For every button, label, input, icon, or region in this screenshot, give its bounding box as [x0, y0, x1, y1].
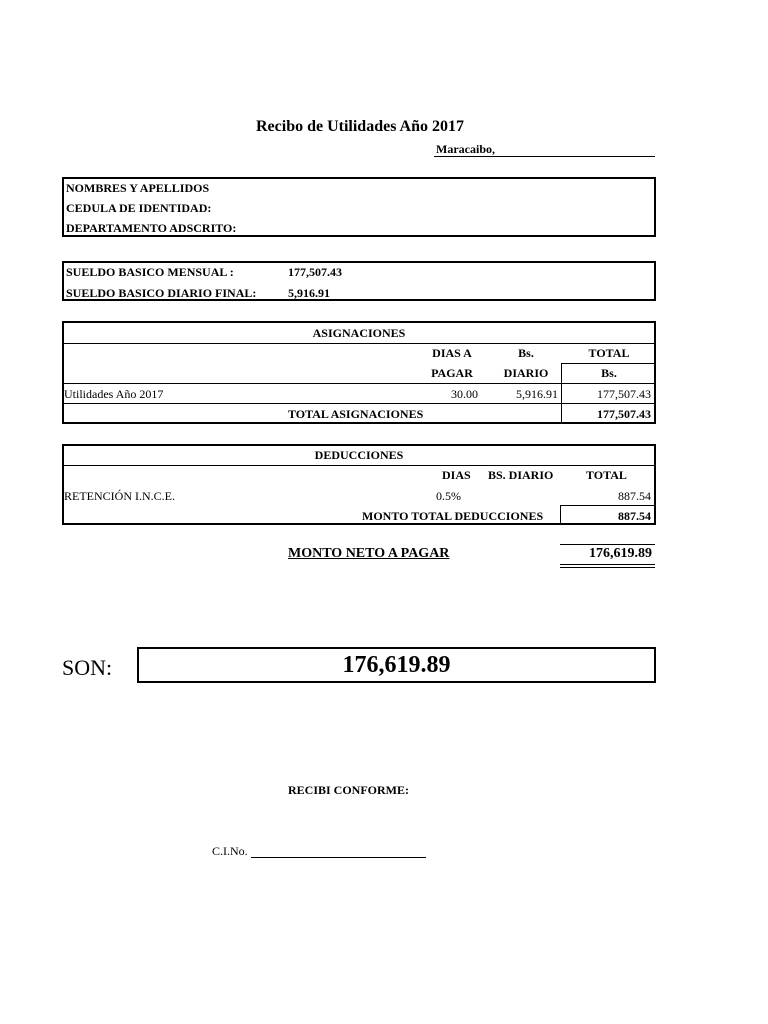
employee-info-box [62, 177, 656, 237]
total-deducciones-label: MONTO TOTAL DEDUCCIONES [362, 509, 544, 523]
total-col-divider [561, 363, 654, 364]
daily-salary-label: SUELDO BASICO DIARIO FINAL: [66, 286, 257, 300]
net-underline-2 [560, 567, 655, 568]
columns-divider [64, 383, 654, 384]
deducciones-header: DEDUCCIONES [314, 448, 404, 462]
col-total-2: Bs. [601, 366, 617, 380]
deducciones-table [62, 444, 656, 525]
col-bs-1: Bs. [518, 346, 534, 360]
total-asignaciones-value: 177,507.43 [597, 407, 651, 421]
col-bs-2: DIARIO [503, 366, 549, 380]
department-label: DEPARTAMENTO ADSCRITO: [66, 221, 237, 235]
total-divider [64, 403, 654, 404]
deduction-row-total: 887.54 [618, 489, 651, 503]
son-box [137, 647, 656, 683]
total-deducciones-cell [560, 505, 654, 523]
date-line [434, 156, 655, 157]
col-days-2: PAGAR [431, 366, 473, 380]
deduction-row-label: RETENCIÓN I.N.C.E. [64, 489, 175, 503]
row-total: 177,507.43 [597, 387, 651, 401]
row-label: Utilidades Año 2017 [64, 387, 164, 401]
col-days: DIAS [442, 468, 471, 482]
deduction-row-pct: 0.5% [436, 489, 461, 503]
page-title: Recibo de Utilidades Año 2017 [255, 118, 464, 135]
monthly-salary-label: SUELDO BASICO MENSUAL : [66, 265, 234, 279]
net-amount-value: 176,619.89 [589, 546, 652, 561]
son-label: SON: [62, 655, 113, 680]
total-asignaciones-label: TOTAL ASIGNACIONES [288, 407, 424, 421]
total-deducciones-value: 887.54 [618, 509, 651, 523]
net-underline-1 [560, 564, 655, 565]
ci-label: C.I.No. [212, 844, 248, 858]
name-label: NOMBRES Y APELLIDOS [66, 181, 210, 195]
id-label: CEDULA DE IDENTIDAD: [66, 201, 212, 215]
received-label: RECIBI CONFORME: [288, 783, 410, 797]
col-total: TOTAL [586, 468, 627, 482]
net-amount-label: MONTO NETO A PAGAR [288, 546, 450, 561]
col-days-1: DIAS A [432, 346, 472, 360]
daily-salary-value: 5,916.91 [288, 286, 330, 300]
asignaciones-header: ASIGNACIONES [312, 326, 406, 340]
salary-box [62, 261, 656, 301]
location-label: Maracaibo, [436, 142, 495, 156]
monthly-salary-value: 177,507.43 [288, 265, 342, 279]
col-daily: BS. DIARIO [488, 468, 554, 482]
ci-signature-line [251, 857, 426, 858]
son-value: 176,619.89 [342, 652, 451, 678]
deducciones-header-divider [64, 465, 654, 466]
col-total-1: TOTAL [588, 346, 630, 360]
row-days: 30.00 [451, 387, 478, 401]
net-top-line [560, 544, 655, 545]
total-col-left-line [561, 363, 562, 422]
row-daily: 5,916.91 [516, 387, 558, 401]
header-divider [64, 343, 654, 344]
asignaciones-table [62, 321, 656, 424]
